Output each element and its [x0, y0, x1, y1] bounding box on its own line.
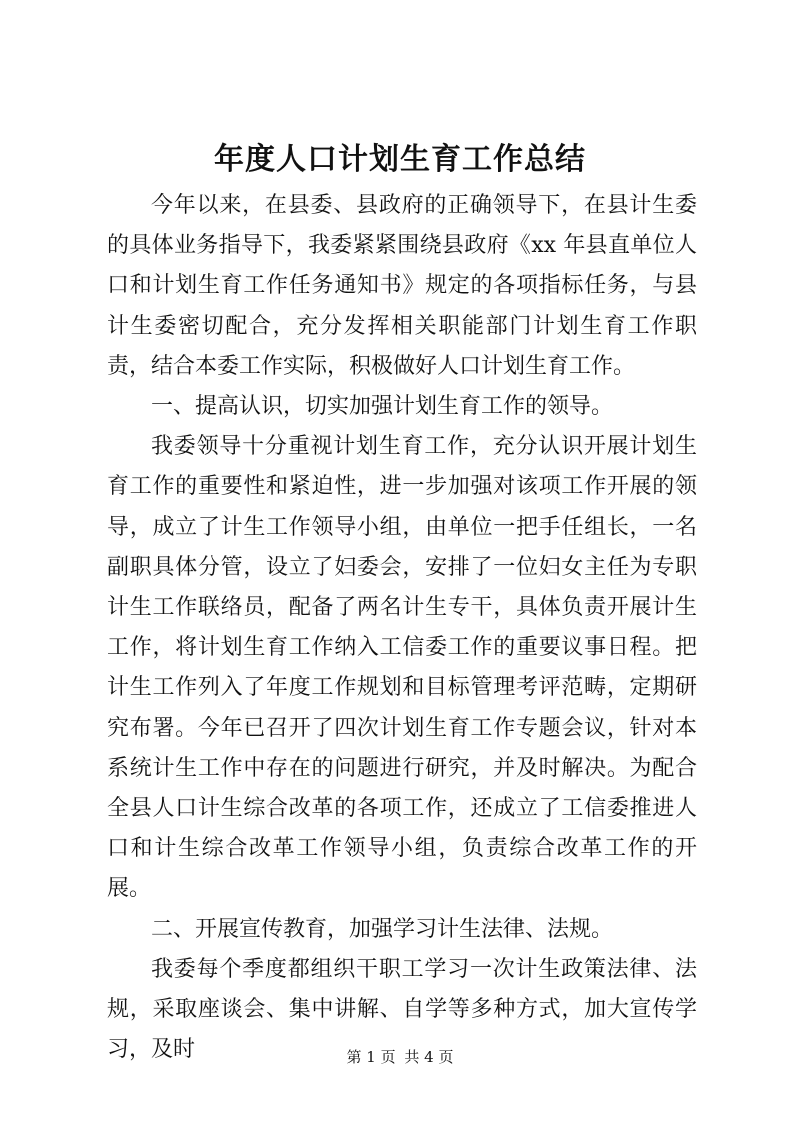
section-heading-2: 二、开展宣传教育，加强学习计生法律、法规。 [151, 916, 614, 942]
paragraph-intro: 今年以来，在县委、县政府的正确领导下，在县计生委的具体业务指导下，我委紧紧围绕县政府《xx 年县直单位人口和计划生育工作任务通知书》规定的各项指标任务，与县计生委密切配合，充分发挥相关职能部门计划生育工作职责，结合本委工作实际，积极做好人口计划生育工作。 [107, 193, 697, 379]
paragraph-section-1: 我委领导十分重视计划生育工作，充分认识开展计划生育工作的重要性和紧迫性，进一步加强对该项工作开展的领导，成立了计生工作领导小组，由单位一把手任组长，一名副职具体分管，设立了妇委会，安排了一位妇女主任为专职计生工作联络员，配备了两名计生专干，具体负责开展计生工作，将计划生育工作纳入工信委工作的重要议事日程。把计生工作列入了年度工作规划和目标管理考评范畴，定期研究布署。今年已召开了四次计划生育工作专题会议，针对本系统计生工作中存在的问题进行研究，并及时解决。为配合全县人口计生综合改革的各项工作，还成立了工信委推进人口和计生综合改革工作领导小组，负责综合改革工作的开展。 [107, 434, 697, 902]
document-title: 年度人口计划生育工作总结 [214, 142, 586, 177]
page-number: 第 1 页 [346, 1048, 396, 1066]
page-total: 共 4 页 [404, 1048, 454, 1066]
document-body [107, 186, 697, 1070]
page-footer [0, 1047, 800, 1067]
section-heading-1: 一、提高认识，切实加强计划生育工作的领导。 [151, 394, 614, 420]
paragraph-section-2: 我委每个季度都组织干职工学习一次计生政策法律、法规，采取座谈会、集中讲解、自学等多种方式，加大宣传学习，及时 [107, 956, 697, 1063]
